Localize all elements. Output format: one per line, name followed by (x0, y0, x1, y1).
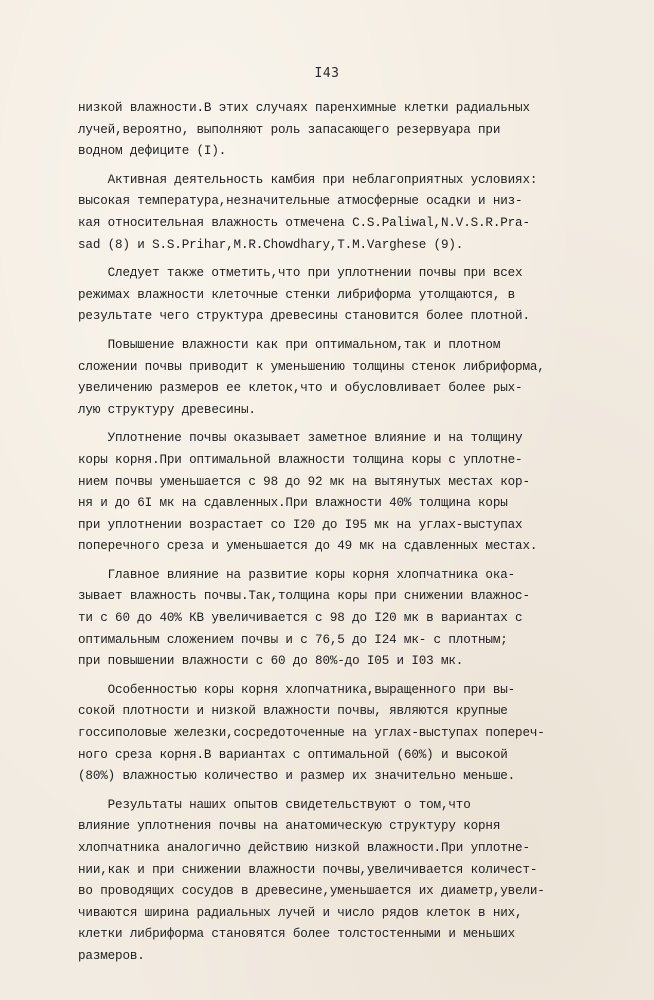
text-line: увеличению размеров ее клеток,что и обусловливает более рых- (78, 381, 523, 396)
text-line: госсиполовые железки,сосредоточенные на углах-выступах попереч- (78, 726, 545, 741)
text-line: режимах влажности клеточные стенки либриформа утолщаются, в (78, 287, 516, 302)
text-line: высокая температура,незначительные атмосферные осадки и низ- (78, 194, 523, 209)
text-line: sad (8) и S.S.Prihar,M.R.Chowdhary,T.M.Varghese (9). (78, 237, 464, 252)
text-line: Активная деятельность камбия при неблагоприятных условиях: (78, 172, 538, 187)
text-line: сокой плотности и низкой влажности почвы, являются крупные (78, 704, 508, 719)
text-line: зывает влажность почвы.Так,толщина коры при снижении влажнос- (78, 589, 530, 604)
text-line: водном дефиците (I). (78, 144, 227, 159)
text-line: нии,как и при снижении влажности почвы,увеличивается количест- (78, 862, 538, 877)
text-line: при уплотнении возрастает со I20 до I95 мк на углах-выступах (78, 517, 523, 532)
text-line: хлопчатника аналогично действию низкой влажности.При уплотне- (78, 841, 530, 855)
text-line: во проводящих сосудов в древесине,уменьшается их диаметр,увели- (78, 884, 545, 899)
text-line: размеров. (78, 948, 145, 963)
text-line: оптимальным сложением почвы и с 76,5 до I24 мк- с плотным; (78, 632, 508, 647)
body-text (78, 98, 618, 968)
text-line: поперечного среза и уменьшается до 49 мк на сдавленных местах. (78, 539, 538, 554)
text-line: (80%) влажностью количество и размер их значительно меньше. (78, 769, 516, 784)
text-line: клетки либриформа становятся более толстостенными и меньших (78, 927, 516, 942)
paragraph (78, 565, 618, 673)
text-line: Главное влияние на развитие коры корня хлопчатника ока- (78, 567, 516, 582)
text-line: ня и до 6I мк на сдавленных.При влажности 40% толщина коры (78, 496, 508, 511)
text-line: ного среза корня.В вариантах с оптимальной (60%) и высокой (78, 747, 508, 762)
paragraph (78, 98, 618, 163)
text-line: лую структуру древесины. (78, 402, 256, 417)
paragraph (78, 795, 618, 968)
text-line: кая относительная влажность отмечена C.S.Paliwal,N.V.S.R.Pra- (78, 215, 530, 230)
text-line: Результаты наших опытов свидетельствуют о том,что (78, 797, 471, 812)
paragraph (78, 263, 618, 328)
page-number: I43 (314, 66, 340, 81)
text-line: сложении почвы приводит к уменьшению толщины стенок либриформа, (78, 359, 545, 374)
text-line: влияние уплотнения почвы на анатомическую структуру корня (78, 819, 501, 834)
text-line: Особенностью коры корня хлопчатника,выращенного при вы- (78, 682, 516, 697)
text-line: лучей,вероятно, выполняют роль запасающего резервуара при (78, 122, 501, 137)
text-line: чиваются ширина радиальных лучей и число рядов клеток в них, (78, 905, 523, 920)
paragraph (78, 335, 618, 421)
paragraph (78, 428, 618, 558)
text-line: коры корня.При оптимальной влажности толщина коры с уплотне- (78, 452, 523, 467)
text-line: низкой влажности.В этих случаях паренхимные клетки радиальных (78, 101, 530, 115)
text-line: Следует также отметить,что при уплотнении почвы при всех (78, 266, 523, 281)
text-line: Уплотнение почвы оказывает заметное влияние и на толщину (78, 431, 523, 446)
paragraph (78, 170, 618, 256)
text-line: ти с 60 до 40% КВ увеличивается с 98 до I20 мк в вариантах с (78, 611, 523, 626)
text-line: нием почвы уменьшается с 98 до 92 мк на вытянутых местах кор- (78, 474, 530, 489)
text-line: при повышении влажности с 60 до 80%-до I05 и I03 мк. (78, 654, 464, 669)
text-line: Повышение влажности как при оптимальном,так и плотном (78, 337, 501, 352)
paragraph (78, 680, 618, 788)
text-line: результате чего структура древесины становится более плотной. (78, 309, 530, 324)
